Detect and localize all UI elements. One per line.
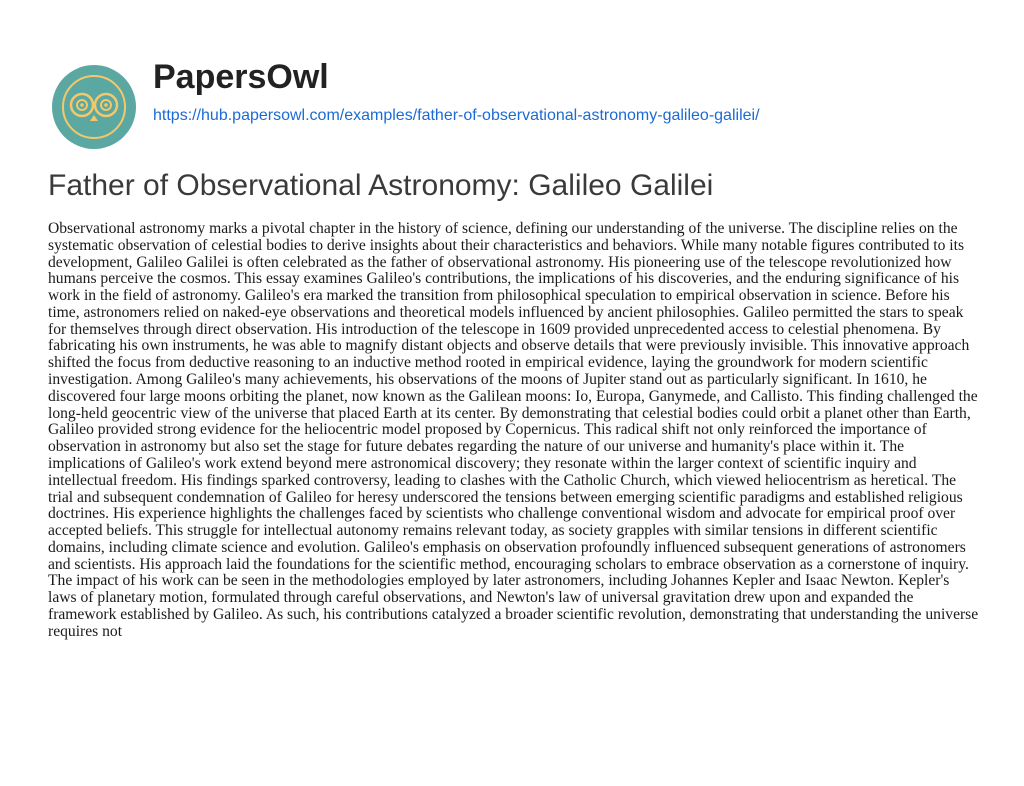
source-url-link[interactable]: https://hub.papersowl.com/examples/father-of-observational-astronomy-galileo-galilei/ [153,107,760,124]
page-title: Father of Observational Astronomy: Galileo Galilei [48,169,714,202]
article-body: Observational astronomy marks a pivotal chapter in the history of science, defining our understanding of the universe. The discipline relies on the systematic observation of celestial bodies to derive insights about their characteristics and behaviors. While many notable figures contributed to its development, Galileo Galilei is often celebrated as the father of observational astronomy. His pioneering use of the telescope revolutionized how humans perceive the cosmos. This essay examines Galileo's contributions, the implications of his discoveries, and the enduring significance of his work in the field of astronomy. Galileo's era marked the transition from philosophical speculation to empirical observation in science. Before his time, astronomers relied on naked-eye observations and theoretical models influenced by ancient philosophies. Galileo permitted the stars to speak for themselves through direct observation. His introduction of the telescope in 1609 provided unprecedented access to celestial phenomena. By fabricating his own instruments, he was able to magnify distant objects and observe details that were previously invisible. This innovative approach shifted the focus from deductive reasoning to an inductive method rooted in empirical evidence, laying the groundwork for modern scientific investigation. Among Galileo's many achievements, his observations of the moons of Jupiter stand out as particularly significant. In 1610, he discovered four large moons orbiting the planet, now known as the Galilean moons: Io, Europa, Ganymede, and Callisto. This finding challenged the long-held geocentric view of the universe that placed Earth at its center. By demonstrating that celestial bodies could orbit a planet other than Earth, Galileo provided strong evidence for the heliocentric model proposed by Copernicus. This radical shift not only reinforced the importance of observation in astronomy but also set the stage for future debates regarding the nature of our universe and humanity's place within it. The implications of Galileo's work extend beyond mere astronomical discovery; they resonate within the larger context of scientific inquiry and intellectual freedom. His findings sparked controversy, leading to clashes with the Catholic Church, which viewed heliocentrism as heretical. The trial and subsequent condemnation of Galileo for heresy underscored the tensions between emerging scientific paradigms and established religious doctrines. His experience highlights the challenges faced by scientists who challenge conventional wisdom and advocate for empirical proof over accepted beliefs. This struggle for intellectual autonomy remains relevant today, as society grapples with similar tensions in different scientific domains, including climate science and evolution. Galileo's emphasis on observation profoundly influenced subsequent generations of astronomers and scientists. His approach laid the foundations for the scientific method, encouraging scholars to embrace observation as a cornerstone of inquiry. The impact of his work can be seen in the methodologies employed by later astronomers, including Johannes Kepler and Isaac Newton. Kepler's laws of planetary motion, formulated through careful observations, and Newton's law of universal gravitation drew upon and expanded the framework established by Galileo. As such, his contributions catalyzed a broader scientific revolution, demonstrating that understanding the universe requires not [48,220,979,640]
brand-name: PapersOwl [153,58,329,96]
owl-eyes-icon [50,63,138,151]
